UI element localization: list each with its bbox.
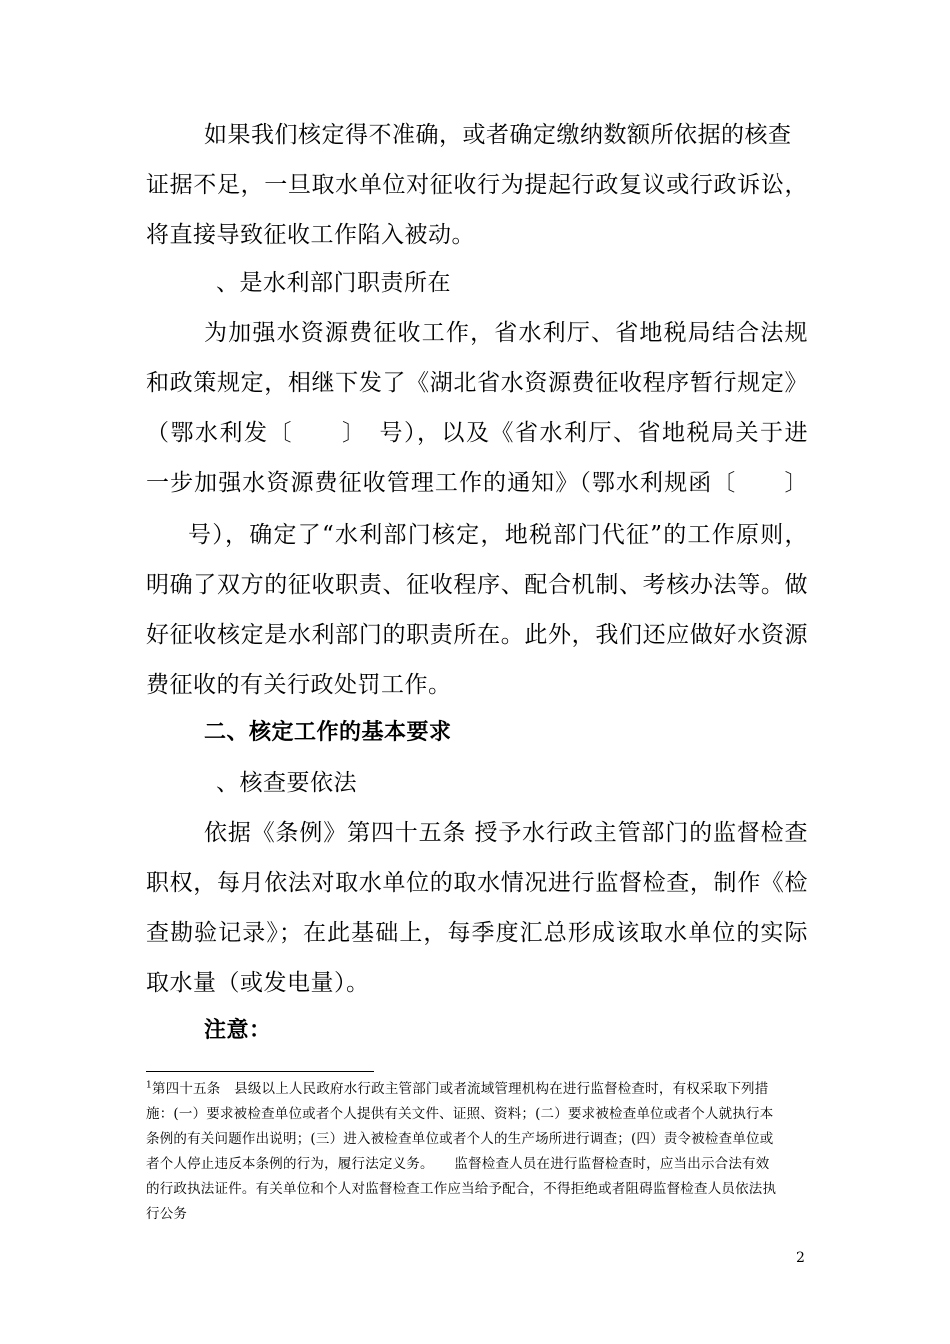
paragraph-line: 职权，每月依法对取水单位的取水情况进行监督检查，制作《检 [146, 870, 808, 896]
footnote-line: 者个人停止违反本条例的行为，履行法定义务。 监督检查人员在进行监督检查时，应当出示合法有效 [146, 1156, 770, 1172]
paragraph-line: 费征收的有关行政处罚工作。 [146, 672, 452, 698]
footnote-line: 行公务 [146, 1206, 188, 1222]
paragraph-line: 取水量（或发电量）。 [146, 970, 370, 996]
paragraph-line: （鄂水利发〔 〕 号），以及《省水利厅、省地税局关于进 [146, 420, 808, 446]
footnote-text: 第四十五条 县级以上人民政府水行政主管部门或者流域管理机构在进行监督检查时，有权采取下列措 [151, 1081, 769, 1097]
paragraph-line: 依据《条例》第四十五条 授予水行政主管部门的监督检查 [204, 820, 808, 846]
paragraph-line: 为加强水资源费征收工作，省水利厅、省地税局结合法规 [204, 320, 808, 346]
section-heading: 、是水利部门职责所在 [216, 270, 451, 296]
paragraph-line: 证据不足，一旦取水单位对征收行为提起行政复议或行政诉讼， [146, 172, 808, 198]
footnote-line [146, 1078, 808, 1100]
paragraph-line: 一步加强水资源费征收管理工作的通知》（鄂水利规函〔 〕 [146, 470, 808, 496]
paragraph-line: 明确了双方的征收职责、征收程序、配合机制、考核办法等。做 [146, 572, 808, 598]
paragraph-line: 好征收核定是水利部门的职责所在。此外，我们还应做好水资源 [146, 622, 808, 648]
section-heading-bold: 二、核定工作的基本要求 [204, 720, 452, 745]
paragraph-line: 和政策规定，相继下发了《湖北省水资源费征收程序暂行规定》 [146, 370, 808, 396]
paragraph-line: 查勘验记录》；在此基础上，每季度汇总形成该取水单位的实际 [146, 920, 808, 946]
page-number: 2 [796, 1250, 805, 1266]
footnote-marker: 1 [146, 1080, 152, 1091]
section-heading: 、核查要依法 [216, 770, 357, 796]
paragraph-line: 号），确定了“水利部门核定，地税部门代征”的工作原则， [188, 522, 808, 548]
footnote-line: 的行政执法证件。有关单位和个人对监督检查工作应当给予配合，不得拒绝或者阻碍监督检查人员依法执 [146, 1181, 777, 1197]
footnote-line: 施：(一）要求被检查单位或者个人提供有关文件、证照、资料；(二）要求被检查单位或者个人就执行本 [146, 1106, 774, 1122]
paragraph-line: 如果我们核定得不准确，或者确定缴纳数额所依据的核查 [204, 122, 792, 148]
paragraph-line: 将直接导致征收工作陷入被动。 [146, 222, 475, 248]
note-label: 注意： [204, 1018, 272, 1043]
footnote-line: 条例的有关问题作出说明；(三）进入被检查单位或者个人的生产场所进行调查；(四）责令被检查单位或 [146, 1131, 774, 1147]
footnote-separator [146, 1071, 374, 1072]
